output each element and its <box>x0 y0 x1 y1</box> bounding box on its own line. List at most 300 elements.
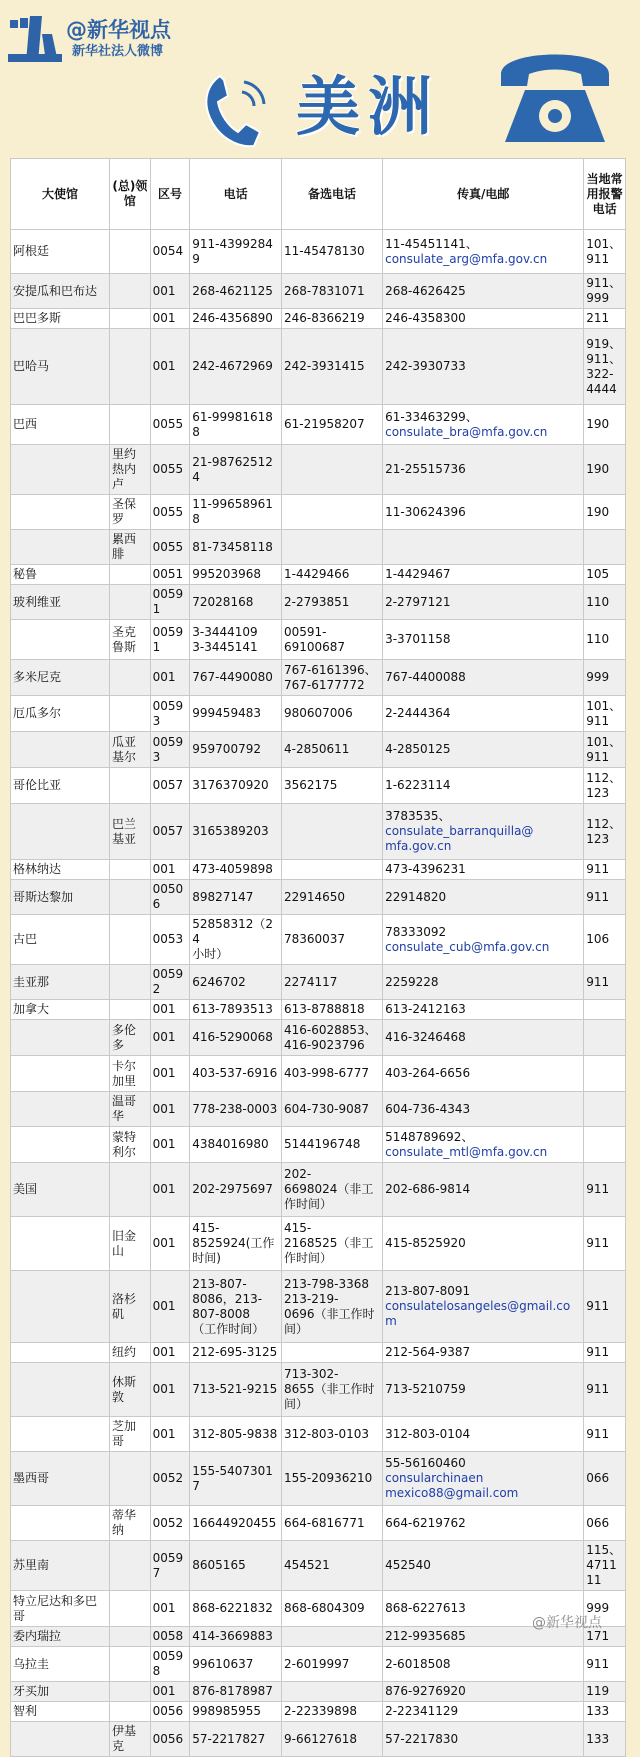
table-row <box>11 530 626 565</box>
table-cell: 特立尼达和多巴哥 <box>11 1591 110 1627</box>
table-cell <box>110 1541 151 1591</box>
table-cell: 101、 911 <box>584 732 626 768</box>
table-cell: 246-8366219 <box>281 309 382 329</box>
table-cell: 圭亚那 <box>11 965 110 1000</box>
table-cell: 3-3701158 <box>383 620 584 660</box>
table-row <box>11 1020 626 1056</box>
table-cell: 22914650 <box>281 880 382 915</box>
table-cell: 001 <box>150 1163 190 1217</box>
table-row <box>11 405 626 445</box>
table-cell: 959700792 <box>190 732 282 768</box>
table-cell <box>11 620 110 660</box>
table-cell: 190 <box>584 445 626 495</box>
table-cell: 委内瑞拉 <box>11 1627 110 1647</box>
table-cell: 牙买加 <box>11 1682 110 1702</box>
table-cell: 5144196748 <box>281 1127 382 1163</box>
table-cell: 3562175 <box>281 768 382 804</box>
telephone-icon <box>495 38 615 150</box>
table-cell: 厄瓜多尔 <box>11 696 110 732</box>
table-cell <box>110 1702 151 1722</box>
table-cell: 452540 <box>383 1541 584 1591</box>
table-cell: 106 <box>584 915 626 965</box>
table-cell: 242-3931415 <box>281 329 382 405</box>
table-cell: 416-5290068 <box>190 1020 282 1056</box>
table-cell: 0055 <box>150 445 190 495</box>
table-cell <box>11 495 110 530</box>
table-cell <box>584 1092 626 1127</box>
xinhua-logo-icon <box>8 14 62 64</box>
table-header-row <box>11 159 626 230</box>
table-cell: 22914820 <box>383 880 584 915</box>
table-cell: 0053 <box>150 915 190 965</box>
table-cell: 190 <box>584 495 626 530</box>
table-cell <box>281 860 382 880</box>
table-cell: 995203968 <box>190 565 282 585</box>
table-cell: 哥伦比亚 <box>11 768 110 804</box>
table-cell: 911 <box>584 965 626 1000</box>
table-row <box>11 565 626 585</box>
table-cell <box>110 329 151 405</box>
table-row <box>11 620 626 660</box>
table-cell: 00591- 69100687 <box>281 620 382 660</box>
table-cell: 0052 <box>150 1506 190 1541</box>
table-cell: 911 <box>584 1217 626 1271</box>
table-row <box>11 274 626 309</box>
table-cell: 苏里南 <box>11 1541 110 1591</box>
table-cell: 00593 <box>150 696 190 732</box>
table-cell: 4-2850125 <box>383 732 584 768</box>
table-cell: 999 <box>584 660 626 696</box>
table-cell: 2-6019997 <box>281 1647 382 1682</box>
table-cell: 3-3444109 3-3445141 <box>190 620 282 660</box>
table-row <box>11 230 626 274</box>
table-cell: 16644920455 <box>190 1506 282 1541</box>
table-cell <box>584 530 626 565</box>
table-cell <box>110 405 151 445</box>
table-cell: 202-2975697 <box>190 1163 282 1217</box>
table-cell: 0052 <box>150 1452 190 1506</box>
table-row <box>11 329 626 405</box>
table-cell: 001 <box>150 1363 190 1417</box>
table-cell: 旧金山 <box>110 1217 151 1271</box>
table-cell <box>584 1020 626 1056</box>
table-cell: 001 <box>150 860 190 880</box>
table-cell: 414-3669883 <box>190 1627 282 1647</box>
table-row <box>11 1541 626 1591</box>
table-cell <box>110 585 151 620</box>
table-cell <box>110 1627 151 1647</box>
table-cell: 403-537-6916 <box>190 1056 282 1092</box>
table-cell: 778-238-0003 <box>190 1092 282 1127</box>
table-cell: 多米尼克 <box>11 660 110 696</box>
table-cell: 圣保罗 <box>110 495 151 530</box>
table-cell: 876-9276920 <box>383 1682 584 1702</box>
table-cell: 累西腓 <box>110 530 151 565</box>
table-cell: 213-807-8091 consulatelosangeles@gmail.com <box>383 1271 584 1343</box>
table-cell: 00593 <box>150 732 190 768</box>
table-cell: 242-4672969 <box>190 329 282 405</box>
table-cell: 巴西 <box>11 405 110 445</box>
table-cell: 0058 <box>150 1627 190 1647</box>
table-cell: 5148789692、 consulate_mtl@mfa.gov.cn <box>383 1127 584 1163</box>
table-cell: 0051 <box>150 565 190 585</box>
table-cell <box>110 696 151 732</box>
table-cell <box>11 445 110 495</box>
table-cell: 0056 <box>150 1722 190 1757</box>
table-cell: 智利 <box>11 1702 110 1722</box>
table-cell <box>110 309 151 329</box>
table-cell: 911 <box>584 1271 626 1343</box>
table-cell: 9-66127618 <box>281 1722 382 1757</box>
table-cell: 415-8525920 <box>383 1217 584 1271</box>
table-cell: 454521 <box>281 1541 382 1591</box>
table-cell: 00592 <box>150 965 190 1000</box>
table-cell: 473-4396231 <box>383 860 584 880</box>
table-row <box>11 1163 626 1217</box>
table-cell: 868-6227613 <box>383 1591 584 1627</box>
table-cell: 多伦多 <box>110 1020 151 1056</box>
table-cell: 乌拉圭 <box>11 1647 110 1682</box>
table-cell: 秘鲁 <box>11 565 110 585</box>
table-cell: 268-7831071 <box>281 274 382 309</box>
table-cell: 洛杉矶 <box>110 1271 151 1343</box>
table-row <box>11 1271 626 1343</box>
table-row <box>11 1056 626 1092</box>
table-cell <box>11 1506 110 1541</box>
table-cell: 268-4626425 <box>383 274 584 309</box>
table-cell: 卡尔加里 <box>110 1056 151 1092</box>
table-cell: 8605165 <box>190 1541 282 1591</box>
table-cell: 998985955 <box>190 1702 282 1722</box>
table-cell: 911 <box>584 1343 626 1363</box>
table-cell: 416-3246468 <box>383 1020 584 1056</box>
table-cell <box>110 880 151 915</box>
table-cell: 78333092 consulate_cub@mfa.gov.cn <box>383 915 584 965</box>
table-cell: 21-25515736 <box>383 445 584 495</box>
table-cell <box>110 1647 151 1682</box>
table-cell: 212-9935685 <box>383 1627 584 1647</box>
table-cell: 403-998-6777 <box>281 1056 382 1092</box>
table-cell: 473-4059898 <box>190 860 282 880</box>
table-cell: 001 <box>150 1591 190 1627</box>
column-header: 备选电话 <box>281 159 382 230</box>
table-cell: 767-6161396、 767-6177772 <box>281 660 382 696</box>
table-cell: 211 <box>584 309 626 329</box>
table-cell: 001 <box>150 309 190 329</box>
table-cell: 0057 <box>150 804 190 860</box>
table-cell: 613-8788818 <box>281 1000 382 1020</box>
table-cell: 11-45451141、 consulate_arg@mfa.gov.cn <box>383 230 584 274</box>
table-cell <box>110 1163 151 1217</box>
brand <box>8 14 171 64</box>
table-cell: 911 <box>584 1163 626 1217</box>
table-cell: 瓜亚基尔 <box>110 732 151 768</box>
table-row <box>11 1092 626 1127</box>
table-cell: 155-54073017 <box>190 1452 282 1506</box>
table-cell: 713-302- 8655（非工作时 间） <box>281 1363 382 1417</box>
embassy-table <box>10 158 626 1757</box>
handset-icon <box>198 70 276 150</box>
table-cell: 312-803-0104 <box>383 1417 584 1452</box>
table-cell: 2259228 <box>383 965 584 1000</box>
table-cell <box>281 445 382 495</box>
table-row <box>11 696 626 732</box>
table-cell: 81-73458118 <box>190 530 282 565</box>
table-cell: 105 <box>584 565 626 585</box>
table-cell: 001 <box>150 1020 190 1056</box>
table-cell: 202-686-9814 <box>383 1163 584 1217</box>
table-cell <box>110 230 151 274</box>
table-cell: 圣克鲁斯 <box>110 620 151 660</box>
table-cell: 0057 <box>150 768 190 804</box>
table-cell <box>110 1452 151 1506</box>
table-cell: 171 <box>584 1627 626 1647</box>
table-cell: 911 <box>584 1647 626 1682</box>
table-cell: 001 <box>150 1417 190 1452</box>
table-cell: 1-6223114 <box>383 768 584 804</box>
table-cell: 0055 <box>150 495 190 530</box>
table-cell: 温哥华 <box>110 1092 151 1127</box>
table-cell: 876-8178987 <box>190 1682 282 1702</box>
table-row <box>11 660 626 696</box>
table-cell: 89827147 <box>190 880 282 915</box>
table-cell: 190 <box>584 405 626 445</box>
table-cell: 911、 999 <box>584 274 626 309</box>
table-row <box>11 585 626 620</box>
table-cell: 416-6028853、 416-9023796 <box>281 1020 382 1056</box>
table-row <box>11 804 626 860</box>
table-cell: 664-6219762 <box>383 1506 584 1541</box>
table-cell: 713-5210759 <box>383 1363 584 1417</box>
table-cell: 101、 911 <box>584 696 626 732</box>
table-cell <box>11 1343 110 1363</box>
watermark: @新华视点 <box>532 1615 602 1631</box>
table-cell: 767-4490080 <box>190 660 282 696</box>
table-cell <box>110 768 151 804</box>
table-row <box>11 1343 626 1363</box>
table-row <box>11 965 626 1000</box>
table-cell: 57-2217827 <box>190 1722 282 1757</box>
table-cell: 268-4621125 <box>190 274 282 309</box>
table-cell <box>110 860 151 880</box>
table-cell <box>11 804 110 860</box>
table-cell <box>110 1682 151 1702</box>
table-cell: 001 <box>150 660 190 696</box>
table-row <box>11 732 626 768</box>
table-cell <box>281 495 382 530</box>
table-cell: 001 <box>150 1092 190 1127</box>
column-header: 区号 <box>150 159 190 230</box>
table-cell: 巴哈马 <box>11 329 110 405</box>
table-cell: 0054 <box>150 230 190 274</box>
table-cell <box>11 1020 110 1056</box>
table-cell: 52858312（24 小时） <box>190 915 282 965</box>
table-row <box>11 1647 626 1682</box>
table-cell: 哥斯达黎加 <box>11 880 110 915</box>
table-cell: 242-3930733 <box>383 329 584 405</box>
table-cell: 001 <box>150 1343 190 1363</box>
table-cell <box>281 1682 382 1702</box>
table-cell: 6246702 <box>190 965 282 1000</box>
table-cell: 3165389203 <box>190 804 282 860</box>
table-cell: 安提瓜和巴布达 <box>11 274 110 309</box>
table-cell: 61-21958207 <box>281 405 382 445</box>
table-cell <box>11 1417 110 1452</box>
header <box>0 0 640 158</box>
table-cell <box>584 1000 626 1020</box>
table-cell: 001 <box>150 1000 190 1020</box>
table-cell: 11-996589618 <box>190 495 282 530</box>
table-cell: 2-2444364 <box>383 696 584 732</box>
table-cell: 2274117 <box>281 965 382 1000</box>
table-cell: 57-2217830 <box>383 1722 584 1757</box>
table-cell: 212-695-3125 <box>190 1343 282 1363</box>
table-row <box>11 445 626 495</box>
table-cell <box>110 565 151 585</box>
table-row <box>11 1000 626 1020</box>
table-cell: 11-45478130 <box>281 230 382 274</box>
table-row <box>11 1702 626 1722</box>
table-cell: 格林纳达 <box>11 860 110 880</box>
table-cell: 2-2797121 <box>383 585 584 620</box>
table-cell: 蒂华纳 <box>110 1506 151 1541</box>
table-cell: 99610637 <box>190 1647 282 1682</box>
table-cell: 伊基克 <box>110 1722 151 1757</box>
table-cell: 115、 471111 <box>584 1541 626 1591</box>
brand-subtitle: 新华社法人微博 <box>72 44 164 59</box>
table-cell: 980607006 <box>281 696 382 732</box>
table-cell: 00591 <box>150 620 190 660</box>
table-cell: 3176370920 <box>190 768 282 804</box>
table-cell: 112、 123 <box>584 804 626 860</box>
table-row <box>11 309 626 329</box>
table-cell: 911-43992849 <box>190 230 282 274</box>
table-cell: 066 <box>584 1506 626 1541</box>
table-cell <box>584 1127 626 1163</box>
table-cell <box>281 530 382 565</box>
table-cell: 00506 <box>150 880 190 915</box>
table-cell: 415- 2168525（非工 作时间） <box>281 1217 382 1271</box>
table-cell: 4384016980 <box>190 1127 282 1163</box>
table-cell <box>110 1000 151 1020</box>
table-cell <box>110 1591 151 1627</box>
table-cell: 1-4429467 <box>383 565 584 585</box>
table-cell: 001 <box>150 1056 190 1092</box>
table-cell: 911 <box>584 1417 626 1452</box>
table-cell <box>584 1056 626 1092</box>
table-cell: 613-2412163 <box>383 1000 584 1020</box>
table-row <box>11 768 626 804</box>
table-cell <box>11 1363 110 1417</box>
table-cell: 999459483 <box>190 696 282 732</box>
table-cell: 2-6018508 <box>383 1647 584 1682</box>
table-cell: 101、 911 <box>584 230 626 274</box>
table-cell: 246-4356890 <box>190 309 282 329</box>
table-cell <box>11 1271 110 1343</box>
table-cell: 604-730-9087 <box>281 1092 382 1127</box>
table-cell <box>110 915 151 965</box>
table-body <box>11 230 626 1757</box>
table-cell: 0055 <box>150 530 190 565</box>
table-cell: 1-4429466 <box>281 565 382 585</box>
table-row <box>11 1127 626 1163</box>
table-cell: 0055 <box>150 405 190 445</box>
table-cell: 休斯敦 <box>110 1363 151 1417</box>
table-cell: 911 <box>584 880 626 915</box>
table-cell: 133 <box>584 1702 626 1722</box>
table-cell <box>11 1056 110 1092</box>
table-cell: 21-987625124 <box>190 445 282 495</box>
table-cell: 巴兰基亚 <box>110 804 151 860</box>
table-cell: 604-736-4343 <box>383 1092 584 1127</box>
table-cell: 212-564-9387 <box>383 1343 584 1363</box>
table-cell: 767-4400088 <box>383 660 584 696</box>
table-cell: 2-22339898 <box>281 1702 382 1722</box>
table-row <box>11 1722 626 1757</box>
table-cell: 11-30624396 <box>383 495 584 530</box>
table-row <box>11 1682 626 1702</box>
table-cell: 001 <box>150 1271 190 1343</box>
table-cell: 00591 <box>150 585 190 620</box>
column-header: 大使馆 <box>11 159 110 230</box>
table-cell: 202- 6698024（非工 作时间） <box>281 1163 382 1217</box>
table-cell: 61-999816188 <box>190 405 282 445</box>
table-cell <box>110 660 151 696</box>
table-cell: 蒙特利尔 <box>110 1127 151 1163</box>
table-cell: 古巴 <box>11 915 110 965</box>
table-cell: 玻利维亚 <box>11 585 110 620</box>
table-cell <box>11 530 110 565</box>
column-header: 传真/电邮 <box>383 159 584 230</box>
table-cell: 415- 8525924(工作 时间) <box>190 1217 282 1271</box>
table-row <box>11 1217 626 1271</box>
table-row <box>11 1417 626 1452</box>
table-cell: 110 <box>584 620 626 660</box>
column-header: 电话 <box>190 159 282 230</box>
table-cell: 155-20936210 <box>281 1452 382 1506</box>
table-cell: 312-805-9838 <box>190 1417 282 1452</box>
table-row <box>11 1506 626 1541</box>
table-cell: 213-798-3368 213-219- 0696（非工作时 间） <box>281 1271 382 1343</box>
table-cell: 001 <box>150 274 190 309</box>
table-cell: 2-2793851 <box>281 585 382 620</box>
table-row <box>11 860 626 880</box>
table-cell: 868-6804309 <box>281 1591 382 1627</box>
table-cell: 纽约 <box>110 1343 151 1363</box>
table-cell <box>11 1092 110 1127</box>
table-cell: 78360037 <box>281 915 382 965</box>
table-cell: 911 <box>584 1363 626 1417</box>
table-cell: 246-4358300 <box>383 309 584 329</box>
table-cell: 213-807- 8086，213- 807-8008 （工作时间） <box>190 1271 282 1343</box>
table-cell <box>383 530 584 565</box>
table-cell: 72028168 <box>190 585 282 620</box>
table-cell <box>281 1343 382 1363</box>
region-title: 美洲 <box>296 71 440 145</box>
table-cell: 2-22341129 <box>383 1702 584 1722</box>
table-cell: 868-6221832 <box>190 1591 282 1627</box>
table-cell: 112、 123 <box>584 768 626 804</box>
column-header: 当地常用报警电话 <box>584 159 626 230</box>
table-cell: 美国 <box>11 1163 110 1217</box>
table-cell: 001 <box>150 1217 190 1271</box>
table-cell: 312-803-0103 <box>281 1417 382 1452</box>
table-cell: 001 <box>150 329 190 405</box>
table-cell: 3783535、 consulate_barranquilla@ mfa.gov.cn <box>383 804 584 860</box>
table-cell: 55-56160460 consularchinaen mexico88@gmail.com <box>383 1452 584 1506</box>
table-cell: 001 <box>150 1127 190 1163</box>
table-row <box>11 915 626 965</box>
